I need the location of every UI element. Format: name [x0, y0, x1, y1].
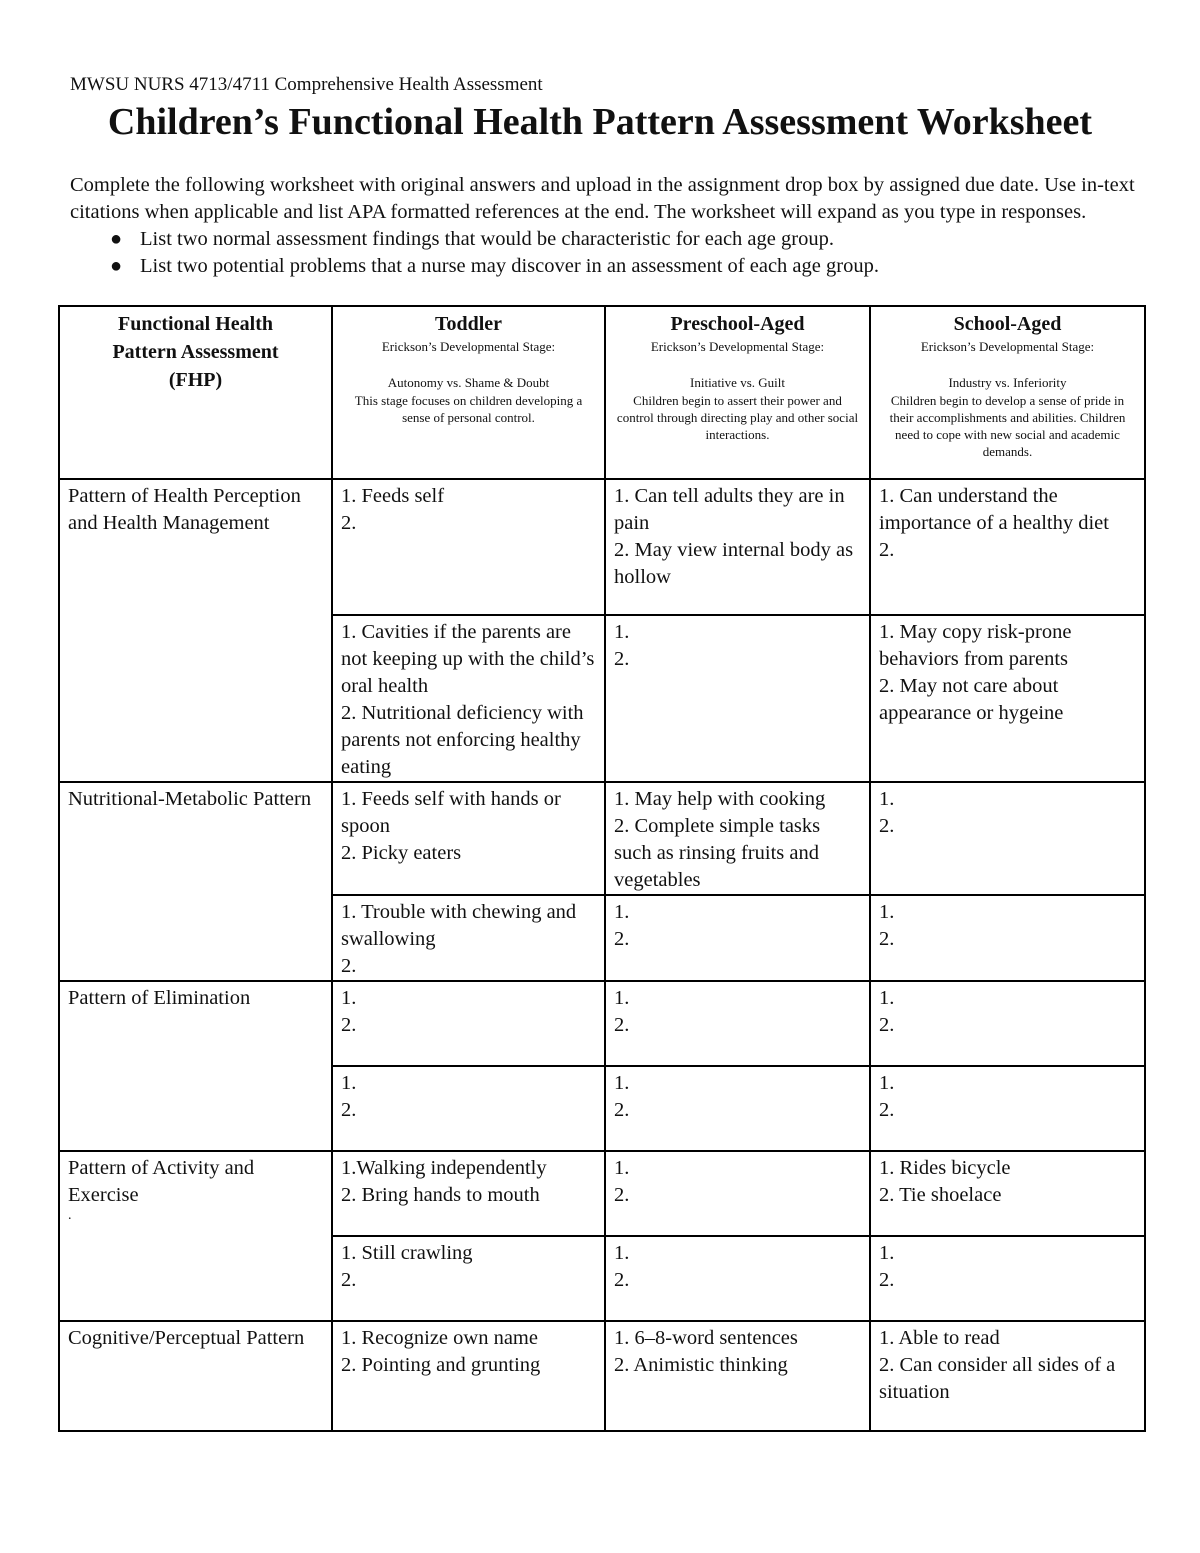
answer-line: 2.: [614, 1269, 630, 1291]
answer-cell[interactable]: [870, 981, 1145, 1066]
answer-line: 2.: [879, 928, 895, 950]
answer-line: 1.: [614, 901, 630, 923]
fhp-header-line: (FHP): [168, 369, 223, 391]
table-row: [59, 479, 1145, 615]
answer-cell[interactable]: [332, 981, 605, 1066]
instruction-bullets: [70, 226, 1140, 280]
answer-line: 2. Pointing and grunting: [341, 1354, 541, 1376]
bullet-item: [70, 226, 1140, 253]
answer-line: 1. Feeds self with hands or spoon: [341, 788, 566, 837]
answer-cell[interactable]: [332, 1236, 605, 1321]
answer-cell[interactable]: [332, 1151, 605, 1236]
page-title: Children’s Functional Health Pattern Assessment Worksheet: [107, 101, 1093, 143]
fhp-header-line: Functional Health: [117, 313, 273, 335]
answer-line: 1.: [614, 1072, 630, 1094]
pattern-label: Cognitive/Perceptual Pattern: [68, 1327, 305, 1349]
stage-name: Initiative vs. Guilt: [690, 375, 785, 390]
bullet-text: List two potential problems that a nurse may discover in an assessment of each age group.: [140, 255, 879, 277]
answer-line: 1. May copy risk-prone behaviors from parents: [879, 621, 1077, 670]
answer-cell[interactable]: [870, 1151, 1145, 1236]
fhp-header-line: Pattern Assessment: [112, 341, 279, 363]
answer-line: 2.: [614, 928, 630, 950]
assessment-table: [58, 305, 1146, 1432]
answer-cell[interactable]: [605, 1321, 870, 1431]
bullet-icon: ●: [110, 255, 123, 277]
pattern-label-cell: [59, 981, 332, 1151]
answer-line: 1.Walking independently: [341, 1157, 547, 1179]
answer-line: 1.: [614, 621, 630, 643]
column-name: School-Aged: [953, 313, 1062, 335]
answer-line: 1. Cavities if the parents are not keeping up with the child’s oral health: [341, 621, 600, 697]
pattern-label: Pattern of Elimination: [68, 987, 251, 1009]
answer-cell[interactable]: [605, 1151, 870, 1236]
answer-cell[interactable]: [870, 895, 1145, 981]
table-row: [59, 1151, 1145, 1236]
answer-line: 1. Feeds self: [341, 485, 445, 507]
answer-cell[interactable]: [605, 782, 870, 895]
answer-cell[interactable]: [870, 615, 1145, 782]
answer-line: 1. May help with cooking: [614, 788, 826, 810]
answer-line: 2. Complete simple tasks such as rinsing fruits and vegetables: [614, 815, 826, 891]
answer-line: 2.: [614, 648, 630, 670]
answer-line: 1.: [614, 1242, 630, 1264]
answer-line: 2.: [614, 1099, 630, 1121]
answer-line: 2. Picky eaters: [341, 842, 462, 864]
answer-line: 2.: [614, 1184, 630, 1206]
stage-description: This stage focuses on children developing a sense of personal control.: [354, 393, 583, 425]
answer-line: 1. Can understand the importance of a healthy diet: [879, 485, 1109, 534]
course-header: MWSU NURS 4713/4711 Comprehensive Health Assessment: [70, 74, 543, 95]
column-header-school: [870, 306, 1145, 479]
answer-line: 1. Trouble with chewing and swallowing: [341, 901, 582, 950]
answer-cell[interactable]: [605, 895, 870, 981]
table-row: [59, 981, 1145, 1066]
pattern-label-cell: [59, 1151, 332, 1321]
pattern-label-cell: [59, 1321, 332, 1431]
stage-label: Erickson’s Developmental Stage:: [650, 339, 825, 354]
answer-cell[interactable]: [605, 1066, 870, 1151]
table-header-row: [59, 306, 1145, 479]
answer-cell[interactable]: [605, 479, 870, 615]
bullet-item: [70, 253, 1140, 280]
answer-line: 2. May view internal body as hollow: [614, 539, 859, 588]
answer-line: 1.: [341, 1072, 357, 1094]
answer-cell[interactable]: [332, 1321, 605, 1431]
answer-cell[interactable]: [870, 1321, 1145, 1431]
answer-line: 2.: [879, 815, 895, 837]
answer-line: 1. Able to read: [879, 1327, 1000, 1349]
answer-line: 2.: [341, 512, 357, 534]
answer-cell[interactable]: [332, 615, 605, 782]
answer-line: 1. 6–8-word sentences: [614, 1327, 798, 1349]
column-header-preschool: [605, 306, 870, 479]
pattern-label-extra: .: [68, 1208, 72, 1223]
answer-line: 1. Still crawling: [341, 1242, 473, 1264]
answer-cell[interactable]: [870, 1236, 1145, 1321]
answer-cell[interactable]: [332, 895, 605, 981]
answer-line: 1.: [879, 788, 895, 810]
answer-line: 2.: [879, 539, 895, 561]
bullet-text: List two normal assessment findings that would be characteristic for each age group.: [140, 228, 834, 250]
answer-cell[interactable]: [605, 1236, 870, 1321]
answer-line: 2. Tie shoelace: [879, 1184, 1002, 1206]
answer-line: 2. Can consider all sides of a situation: [879, 1354, 1121, 1403]
answer-line: 2. Nutritional deficiency with parents not enforcing healthy eating: [341, 702, 589, 778]
stage-name: Industry vs. Inferiority: [948, 375, 1067, 390]
answer-line: 2.: [341, 1099, 357, 1121]
stage-label: Erickson’s Developmental Stage:: [920, 339, 1095, 354]
answer-line: 1.: [341, 987, 357, 1009]
answer-line: 2. May not care about appearance or hygeine: [879, 675, 1064, 724]
answer-cell[interactable]: [605, 981, 870, 1066]
answer-line: 1. Recognize own name: [341, 1327, 538, 1349]
pattern-label-cell: [59, 782, 332, 981]
table-row: [59, 782, 1145, 895]
answer-line: 1.: [879, 987, 895, 1009]
bullet-icon: ●: [110, 228, 123, 250]
answer-line: 1.: [879, 1072, 895, 1094]
answer-line: 2. Bring hands to mouth: [341, 1184, 540, 1206]
fhp-header-cell: [59, 306, 332, 479]
table-row: [59, 1321, 1145, 1431]
answer-cell[interactable]: [870, 479, 1145, 615]
answer-cell[interactable]: [332, 1066, 605, 1151]
stage-description: Children begin to develop a sense of pride in their accomplishments and abilities. Children need to cope with new social and academic demands.: [889, 393, 1126, 459]
answer-cell[interactable]: [870, 1066, 1145, 1151]
pattern-label: Nutritional-Metabolic Pattern: [68, 788, 312, 810]
pattern-label: Pattern of Activity and Exercise: [68, 1157, 255, 1206]
answer-line: 1. Rides bicycle: [879, 1157, 1011, 1179]
column-header-toddler: [332, 306, 605, 479]
answer-line: 1.: [879, 1242, 895, 1264]
answer-line: 2.: [879, 1099, 895, 1121]
answer-line: 2. Animistic thinking: [614, 1354, 788, 1376]
answer-cell[interactable]: [332, 782, 605, 895]
answer-line: 2.: [614, 1014, 630, 1036]
stage-description: Children begin to assert their power and control through directing play and other social interactions.: [616, 393, 859, 442]
answer-cell[interactable]: [870, 782, 1145, 895]
answer-cell[interactable]: [332, 479, 605, 615]
instructions: [70, 172, 1140, 280]
answer-line: 2.: [879, 1269, 895, 1291]
pattern-label: Pattern of Health Perception and Health Management: [68, 485, 301, 534]
pattern-label-cell: [59, 479, 332, 782]
stage-name: Autonomy vs. Shame & Doubt: [387, 375, 550, 390]
answer-line: 2.: [341, 1014, 357, 1036]
column-name: Preschool-Aged: [670, 313, 805, 335]
answer-line: 1.: [879, 901, 895, 923]
answer-line: 1.: [614, 987, 630, 1009]
instructions-text: Complete the following worksheet with original answers and upload in the assignment drop box by assigned due date. Use in-text citations when applicable and list APA formatted references at the end. The worksheet will expand as you type in responses.: [70, 174, 1135, 223]
answer-line: 2.: [341, 1269, 357, 1291]
answer-line: 1.: [614, 1157, 630, 1179]
stage-label: Erickson’s Developmental Stage:: [381, 339, 556, 354]
answer-line: 1. Can tell adults they are in pain: [614, 485, 850, 534]
answer-line: 2.: [879, 1014, 895, 1036]
answer-cell[interactable]: [605, 615, 870, 782]
column-name: Toddler: [434, 313, 503, 335]
answer-line: 2.: [341, 955, 357, 977]
